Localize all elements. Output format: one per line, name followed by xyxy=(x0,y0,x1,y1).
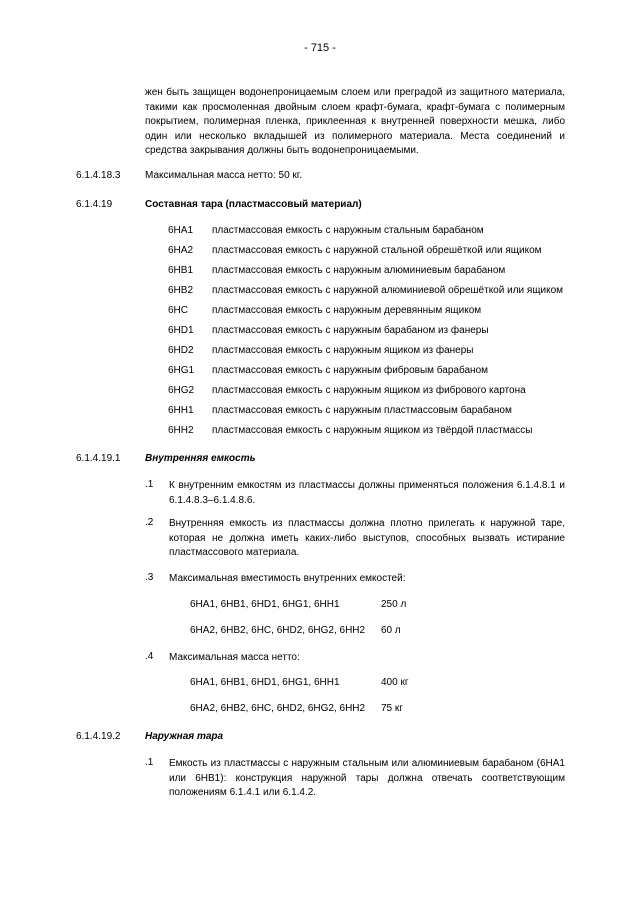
code-6hb2: 6HB2 xyxy=(168,285,194,296)
mass-value-group-1: 400 кг xyxy=(381,677,409,688)
page-number: - 715 - xyxy=(304,42,336,54)
desc-6hc: пластмассовая емкость с наружным деревянным ящиком xyxy=(212,305,482,316)
capacity-value-group-1: 250 л xyxy=(381,599,407,610)
capacity-codes-group-1: 6HA1, 6HB1, 6HD1, 6HG1, 6HH1 xyxy=(190,599,340,610)
section-number-6-1-4-19-2: 6.1.4.19.2 xyxy=(76,731,121,742)
item-number-3: .3 xyxy=(145,572,154,583)
item-text-4: Максимальная масса нетто: xyxy=(169,652,300,663)
item-text-2: Внутренняя емкость из пластмассы должна плотно прилегать к наружной таре, которая не должна иметь каких-либо выступов, способных вызвать истирание пластмассового материала. xyxy=(169,518,565,559)
code-6hb1: 6HB1 xyxy=(168,265,194,276)
section-number-6-1-4-19-1: 6.1.4.19.1 xyxy=(76,453,121,464)
code-6hg1: 6HG1 xyxy=(168,365,195,376)
desc-6hg1: пластмассовая емкость с наружным фибровым барабаном xyxy=(212,365,489,376)
desc-6hd1: пластмассовая емкость с наружным барабаном из фанеры xyxy=(212,325,489,336)
desc-6ha1: пластмассовая емкость с наружным стальным барабаном xyxy=(212,225,484,236)
code-6hh1: 6HH1 xyxy=(168,405,194,416)
item-text-3: Максимальная вместимость внутренних емкостей: xyxy=(169,573,406,584)
section-heading-inner-receptacle: Внутренняя емкость xyxy=(145,453,256,464)
mass-value-group-2: 75 кг xyxy=(381,703,403,714)
item-text-1: К внутренним емкостям из пластмассы должны применяться положения 6.1.4.8.1 и 6.1.4.8.3–6.1.4.8.6. xyxy=(169,480,565,506)
code-6hg2: 6HG2 xyxy=(168,385,195,396)
section-heading-outer-packaging: Наружная тара xyxy=(145,731,224,742)
section-number-6-1-4-19: 6.1.4.19 xyxy=(76,199,113,210)
outer-item-text-1: Емкость из пластмассы с наружным стальным или алюминиевым барабаном (6HA1 или 6HB1): конструкция наружной тары должна отвечать соответствующим положениям 6.1.4.1 или 6.1.4.2. xyxy=(169,758,565,799)
section-number-6-1-4-18-3: 6.1.4.18.3 xyxy=(76,170,121,181)
desc-6hh1: пластмассовая емкость с наружным пластмассовым барабаном xyxy=(212,405,512,416)
desc-6hb1: пластмассовая емкость с наружным алюминиевым барабаном xyxy=(212,265,506,276)
code-6hd1: 6HD1 xyxy=(168,325,194,336)
code-6ha1: 6HA1 xyxy=(168,225,194,236)
max-mass-text: Максимальная масса нетто: 50 кг. xyxy=(145,170,303,181)
desc-6hh2: пластмассовая емкость с наружным ящиком из твёрдой пластмассы xyxy=(212,425,533,436)
capacity-codes-group-2: 6HA2, 6HB2, 6HC, 6HD2, 6HG2, 6HH2 xyxy=(190,625,366,636)
desc-6hg2: пластмассовая емкость с наружным ящиком из фибрового картона xyxy=(212,385,526,396)
mass-codes-group-2: 6HA2, 6HB2, 6HC, 6HD2, 6HG2, 6HH2 xyxy=(190,703,366,714)
code-6ha2: 6HA2 xyxy=(168,245,194,256)
code-6hc: 6HC xyxy=(168,305,189,316)
section-heading-composite-packaging: Составная тара (пластмассовый материал) xyxy=(145,199,362,210)
code-6hh2: 6HH2 xyxy=(168,425,194,436)
outer-item-number-1: .1 xyxy=(145,757,154,768)
code-6hd2: 6HD2 xyxy=(168,345,194,356)
desc-6hb2: пластмассовая емкость с наружной алюминиевой обрешёткой или ящиком xyxy=(212,285,564,296)
intro-paragraph: жен быть защищен водонепроницаемым слоем или преградой из защитного материала, такими как просмоленная двойным слоем крафт-бумага, крафт-бумага с полимерным покрытием, полимерная пленка, приклеенная к внутренней поверхности мешка, либо один или несколько вкладышей из полимерного материала. Места соединений и средства закрывания должны быть водонепроницаемыми. xyxy=(145,87,565,157)
item-number-1: .1 xyxy=(145,479,154,490)
capacity-value-group-2: 60 л xyxy=(381,625,401,636)
desc-6ha2: пластмассовая емкость с наружной стальной обрешёткой или ящиком xyxy=(212,245,542,256)
item-number-2: .2 xyxy=(145,517,154,528)
mass-codes-group-1: 6HA1, 6HB1, 6HD1, 6HG1, 6HH1 xyxy=(190,677,340,688)
desc-6hd2: пластмассовая емкость с наружным ящиком из фанеры xyxy=(212,345,474,356)
item-number-4: .4 xyxy=(145,651,154,662)
